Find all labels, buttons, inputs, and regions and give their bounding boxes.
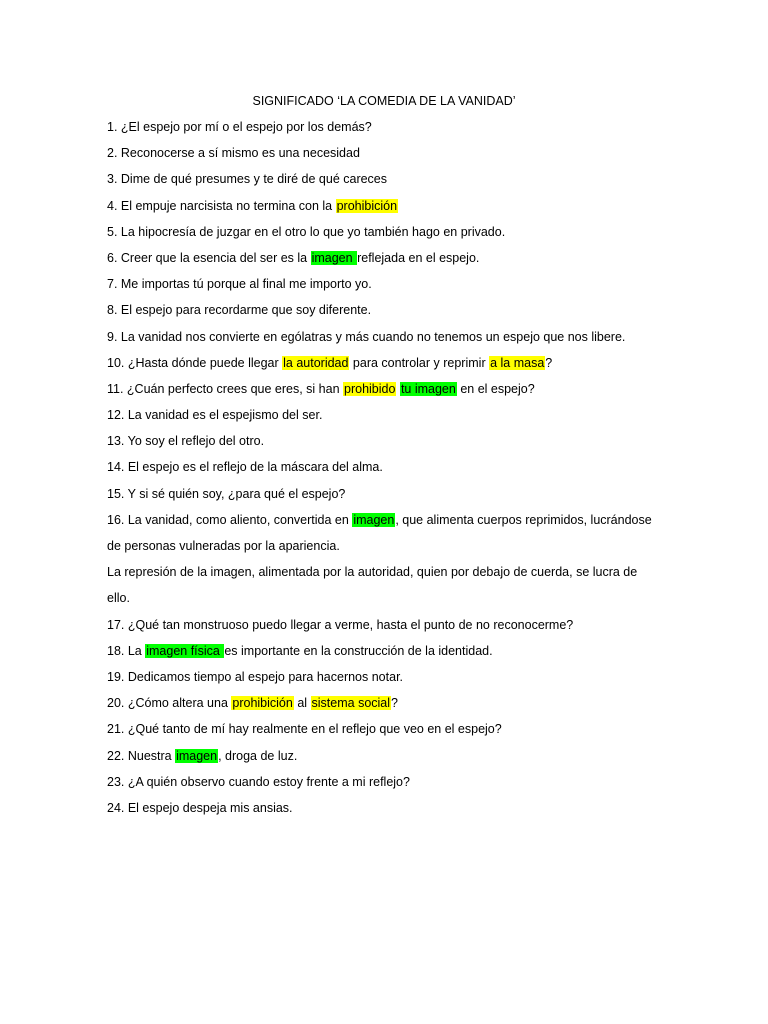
line-text: 10. ¿Hasta dónde puede llegar — [107, 355, 283, 370]
line-text: 9. La vanidad nos convierte en ególatras y más cuando no tenemos un espejo que nos libere. — [107, 329, 626, 344]
line-text: en el espejo? — [456, 381, 535, 396]
line-text: 21. ¿Qué tanto de mí hay realmente en el reflejo que veo en el espejo? — [107, 722, 502, 737]
line-text: 4. El empuje narcisista no termina con la — [107, 198, 336, 213]
line-text: 8. El espejo para recordarme que soy diferente. — [107, 303, 372, 318]
line-text: 5. La hipocresía de juzgar en el otro lo que yo también hago en privado. — [107, 224, 506, 239]
highlighted-text: imagen — [353, 512, 395, 527]
line-text: 17. ¿Qué tan monstruoso puedo llegar a verme, hasta el punto de no reconocerme? — [107, 617, 574, 632]
line-text: para controlar y reprimir — [349, 355, 490, 370]
line-text: 23. ¿A quién observo cuando estoy frente a mi reflejo? — [107, 774, 410, 789]
text-line — [107, 797, 667, 823]
text-line — [107, 168, 667, 194]
line-text: 13. Yo soy el reflejo del otro. — [107, 434, 265, 449]
text-line — [107, 640, 667, 666]
line-text: ? — [391, 696, 398, 711]
highlighted-text: imagen — [311, 250, 357, 265]
text-line — [107, 116, 667, 142]
text-line — [107, 561, 667, 587]
text-line — [107, 745, 667, 771]
line-text: 1. ¿El espejo por mí o el espejo por los demás? — [107, 120, 372, 134]
line-text: , droga de luz. — [218, 748, 298, 763]
text-line — [107, 509, 667, 535]
line-text: 19. Dedicamos tiempo al espejo para hacernos notar. — [107, 669, 404, 684]
line-text: 24. El espejo despeja mis ansias. — [107, 800, 293, 815]
text-line — [107, 692, 667, 718]
text-line — [107, 352, 667, 378]
text-line — [107, 614, 667, 640]
line-text: La represión de la imagen, alimentada por la autoridad, quien por debajo de cuerda, se lucra de — [107, 565, 638, 580]
line-text: 12. La vanidad es el espejismo del ser. — [107, 408, 323, 423]
line-text: 22. Nuestra — [107, 748, 176, 763]
line-text: 3. Dime de qué presumes y te diré de qué careces — [107, 172, 388, 187]
text-line — [107, 378, 667, 404]
text-line — [107, 142, 667, 168]
line-text: de personas vulneradas por la apariencia. — [107, 539, 340, 553]
text-line — [107, 404, 667, 430]
line-text: 6. Creer que la esencia del ser es la — [107, 250, 311, 265]
document-title: SIGNIFICADO ‘LA COMEDIA DE LA VANIDAD’ — [252, 94, 516, 108]
highlighted-text: imagen — [176, 748, 218, 763]
text-line — [107, 666, 667, 692]
highlighted-text: tu imagen — [400, 381, 456, 396]
text-line — [107, 299, 667, 325]
line-text: al — [293, 696, 311, 711]
highlighted-text: imagen física — [146, 643, 224, 658]
text-line — [107, 221, 667, 247]
highlighted-text: a la masa — [490, 355, 545, 370]
line-text: 2. Reconocerse a sí mismo es una necesidad — [107, 146, 360, 161]
highlighted-text: prohibido — [344, 381, 396, 396]
line-text: 16. La vanidad, como aliento, convertida en — [107, 512, 353, 527]
line-text: , que alimenta cuerpos reprimidos, lucrándose — [395, 512, 652, 527]
line-text: ? — [545, 355, 553, 370]
text-line — [107, 456, 667, 482]
text-line — [107, 535, 667, 561]
text-line — [107, 587, 667, 613]
highlighted-text: prohibición — [336, 198, 398, 213]
highlighted-text: sistema social — [311, 696, 391, 711]
line-text: 11. ¿Cuán perfecto crees que eres, si han — [107, 381, 344, 396]
text-line — [107, 483, 667, 509]
line-text: 18. La — [107, 643, 146, 658]
text-line — [107, 771, 667, 797]
text-line — [107, 195, 667, 221]
text-line — [107, 430, 667, 456]
line-text: 15. Y si sé quién soy, ¿para qué el espejo? — [107, 486, 346, 501]
highlighted-text: la autoridad — [283, 355, 349, 370]
document-body — [107, 116, 667, 823]
line-text: es importante en la construcción de la identidad. — [224, 643, 493, 658]
line-text: ello. — [107, 591, 130, 606]
text-line — [107, 273, 667, 299]
highlighted-text: prohibición — [232, 696, 293, 711]
text-line — [107, 326, 667, 352]
text-line — [107, 247, 667, 273]
line-text: 14. El espejo es el reflejo de la máscara del alma. — [107, 460, 383, 475]
line-text: 20. ¿Cómo altera una — [107, 696, 232, 711]
line-text: reflejada en el espejo. — [357, 250, 480, 265]
text-line — [107, 718, 667, 744]
line-text: 7. Me importas tú porque al final me importo yo. — [107, 277, 372, 292]
